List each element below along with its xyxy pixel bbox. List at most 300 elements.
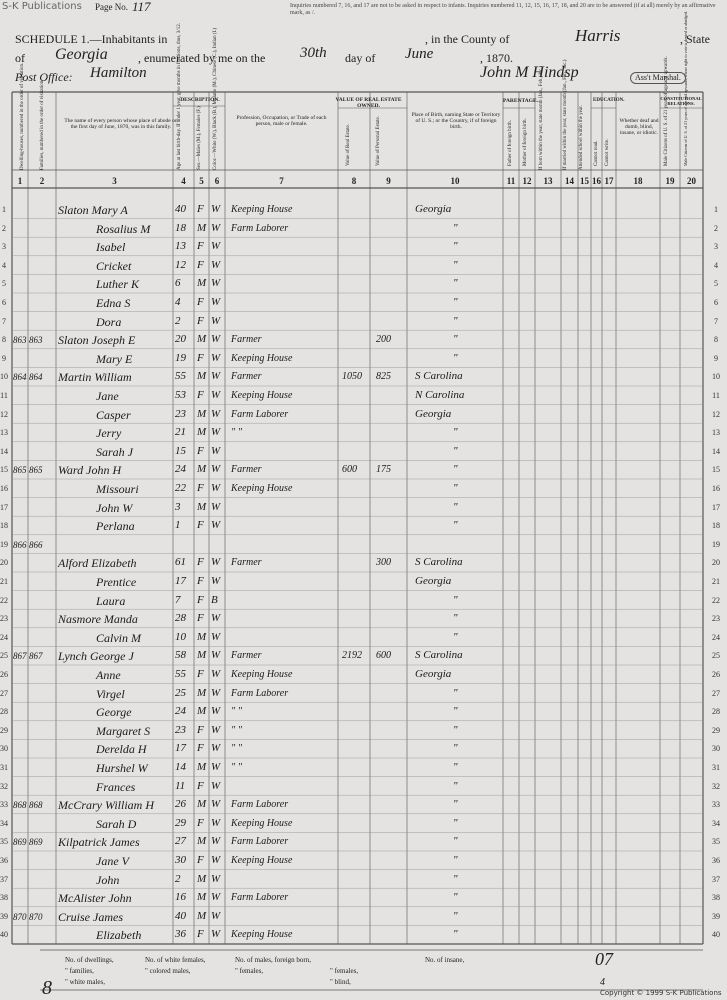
- person-name: John: [96, 872, 120, 887]
- real-estate-value: 1050: [342, 371, 362, 383]
- sex: M: [197, 333, 207, 346]
- age: 55: [175, 668, 186, 680]
- line-number-left: 7: [2, 316, 6, 326]
- header-color: Color.—White (W.), Black (B.), Mulatto (M.), Chinese (C.), Indian (I.): [213, 27, 218, 170]
- copyright-notice: Copyright © 1999 S-K Publications: [600, 989, 722, 997]
- birthplace: S Carolina: [415, 649, 463, 662]
- color: W: [211, 370, 221, 383]
- color: W: [211, 407, 221, 420]
- occupation: " ": [231, 762, 242, 773]
- family-number: 869: [29, 837, 43, 848]
- line-number-right: 16: [712, 484, 720, 493]
- line-number-right: 3: [714, 242, 718, 252]
- line-number-right: 2: [714, 223, 718, 233]
- color: W: [211, 463, 221, 476]
- birthplace: Georgia: [415, 203, 452, 215]
- birthplace: ": [453, 296, 458, 308]
- person-name: McAlister John: [58, 891, 132, 906]
- page-number: 117: [132, 0, 151, 14]
- color: W: [211, 221, 221, 234]
- sex: M: [197, 835, 207, 848]
- column-number: 8: [351, 176, 357, 186]
- header-married-in-year: If married within the year, state month (Jan., Feb., &c.): [563, 59, 568, 170]
- header-name: The name of every person whose place of abode on the first day of June, 1870, was in this family.: [64, 118, 178, 130]
- header-cannot-read: Cannot read.: [594, 140, 599, 166]
- page-number-label: Page No.: [95, 2, 128, 12]
- birthplace: ": [453, 277, 458, 290]
- personal-estate-value: 300: [376, 557, 391, 569]
- age: 17: [175, 742, 186, 755]
- header-male-citizens: Male Citizens of U. S. of 21 years of age and upwards.: [664, 56, 669, 166]
- line-number-left: 5: [2, 279, 6, 289]
- birthplace: ": [453, 686, 458, 699]
- line-number-left: 33: [0, 800, 8, 810]
- column-number: 16: [592, 176, 601, 186]
- sex: F: [197, 779, 204, 792]
- color: W: [211, 333, 221, 346]
- person-name: Virgel: [96, 686, 125, 701]
- color: W: [211, 612, 221, 625]
- birthplace: ": [453, 891, 458, 904]
- column-number: 20: [687, 176, 696, 186]
- state-name: Georgia: [55, 46, 108, 63]
- person-name: McCrary William H: [58, 798, 154, 813]
- footer-white-females: No. of white females,: [145, 956, 206, 964]
- line-number-right: 33: [712, 800, 720, 810]
- age: 17: [175, 575, 186, 587]
- line-number-right: 19: [712, 539, 720, 549]
- person-name: Frances: [96, 779, 136, 794]
- line-number-right: 6: [714, 298, 718, 307]
- birthplace: ": [453, 444, 458, 457]
- line-number-left: 10: [0, 372, 8, 382]
- occupation: Farmer: [231, 334, 262, 346]
- line-number-right: 14: [712, 446, 720, 456]
- sex: M: [197, 891, 207, 904]
- birthplace: N Carolina: [415, 389, 465, 401]
- color: W: [211, 686, 221, 699]
- family-number: 870: [29, 911, 43, 922]
- occupation: Keeping House: [231, 204, 293, 215]
- occupation: " ": [231, 724, 242, 736]
- sex: F: [197, 816, 204, 829]
- header-age: Age at last birth-day. If under 1 year, give months in fractions, thus, 3/12.: [177, 23, 182, 170]
- family-number: 863: [29, 335, 43, 346]
- age: 28: [175, 612, 186, 625]
- line-number-left: 8: [2, 335, 6, 345]
- line-number-right: 18: [712, 521, 720, 531]
- color: W: [211, 816, 221, 829]
- sex: F: [197, 351, 204, 364]
- line-number-right: 35: [712, 837, 720, 847]
- person-name: Nasmore Manda: [58, 612, 138, 627]
- line-number-right: 36: [712, 856, 720, 865]
- person-name: Sarah J: [96, 444, 133, 459]
- line-number-left: 14: [0, 446, 8, 456]
- birthplace: ": [453, 928, 458, 941]
- birthplace: Georgia: [415, 668, 452, 680]
- sex: F: [197, 203, 204, 215]
- age: 18: [175, 221, 186, 234]
- dwelling-number: 867: [13, 651, 27, 662]
- line-number-left: 17: [0, 502, 8, 512]
- color: W: [211, 668, 221, 680]
- line-number-left: 13: [0, 428, 8, 438]
- line-number-right: 26: [712, 670, 720, 679]
- column-number: 2: [39, 176, 45, 186]
- footer-colored-females: " females,: [235, 967, 264, 975]
- column-number: 7: [279, 176, 284, 186]
- age: 30: [175, 854, 186, 866]
- footer-males-foreign: No. of males, foreign born,: [235, 956, 312, 964]
- birthplace: ": [453, 612, 458, 625]
- occupation: Keeping House: [231, 929, 293, 941]
- line-number-left: 34: [0, 818, 8, 828]
- line-number-left: 4: [2, 260, 6, 270]
- color: W: [211, 556, 221, 569]
- line-number-left: 25: [0, 651, 8, 661]
- person-name: Laura: [96, 593, 126, 608]
- personal-estate-value: 825: [376, 371, 391, 383]
- line-number-right: 15: [712, 465, 720, 475]
- occupation: Keeping House: [231, 352, 293, 364]
- age: 24: [175, 705, 186, 718]
- sex: F: [197, 258, 204, 271]
- sex: F: [197, 444, 204, 457]
- footer-page-mark: 8: [42, 977, 52, 999]
- line-number-left: 27: [0, 688, 8, 698]
- age: 29: [175, 816, 186, 829]
- color: W: [211, 798, 221, 811]
- age: 20: [175, 333, 186, 346]
- column-number: 12: [522, 176, 532, 186]
- person-name: Casper: [96, 407, 131, 422]
- occupation: Farmer: [231, 650, 262, 662]
- age: 19: [175, 351, 186, 364]
- person-name: Edna S: [96, 296, 131, 310]
- age: 40: [175, 203, 186, 215]
- footer-families: " families,: [65, 967, 94, 975]
- person-name: Lynch George J: [58, 649, 134, 664]
- occupation: Keeping House: [231, 817, 293, 829]
- birthplace: ": [453, 221, 458, 234]
- sex: F: [197, 612, 204, 625]
- column-number: 19: [665, 176, 675, 186]
- enumeration-day: 30th: [300, 45, 327, 61]
- person-name: Cricket: [96, 258, 132, 273]
- county-label: , in the County of: [425, 32, 510, 46]
- header-family: Families, numbered in the order of visitation.: [40, 79, 45, 170]
- line-number-right: 32: [712, 781, 720, 791]
- color: W: [211, 909, 221, 922]
- family-number: 867: [29, 651, 43, 662]
- birthplace: ": [453, 761, 458, 773]
- header-occupation: Profession, Occupation, or Trade of each person, male or female.: [236, 115, 327, 127]
- sex: M: [197, 500, 207, 513]
- header-personal-estate: Value of Personal Estate.: [376, 116, 381, 166]
- age: 53: [175, 389, 186, 401]
- line-number-right: 10: [712, 372, 720, 382]
- color: B: [211, 593, 218, 606]
- header-constitutional: CONSTITUTIONAL RELATIONS.: [660, 96, 702, 106]
- header-disability: Whether deaf and dumb, blind, insane, or idiotic.: [619, 118, 659, 136]
- occupation: " ": [231, 427, 242, 439]
- header-sex: Sex.—Males (M.), Females (F.): [197, 106, 202, 170]
- line-number-left: 3: [2, 242, 6, 252]
- column-number: 4: [181, 176, 186, 186]
- line-number-right: 13: [712, 428, 720, 438]
- line-number-left: 30: [0, 744, 8, 754]
- sex: M: [197, 426, 207, 439]
- sex: F: [197, 482, 204, 494]
- color: W: [211, 240, 221, 253]
- birthplace: ": [453, 872, 458, 885]
- header-vote-denied: Male Citizens of U. S. of 21 years of age and upwards, whose right to vote is denied or abridged.: [683, 10, 688, 166]
- sex: F: [197, 519, 204, 532]
- line-number-left: 19: [0, 539, 8, 549]
- line-number-right: 20: [712, 558, 720, 568]
- line-number-left: 35: [0, 837, 8, 847]
- birthplace: ": [453, 779, 458, 792]
- age: 15: [175, 444, 186, 457]
- occupation: Farm Laborer: [231, 892, 289, 904]
- age: 23: [175, 723, 186, 736]
- line-number-right: 30: [712, 744, 720, 754]
- occupation: Farm Laborer: [231, 222, 289, 234]
- line-number-left: 16: [0, 484, 8, 493]
- age: 61: [175, 556, 186, 569]
- person-name: Derelda H: [96, 742, 147, 757]
- person-name: John W: [96, 500, 133, 515]
- birthplace: Georgia: [415, 407, 452, 420]
- color: W: [211, 426, 221, 439]
- birthplace: S Carolina: [415, 556, 463, 569]
- occupation: Farmer: [231, 371, 262, 383]
- occupation: Keeping House: [231, 669, 293, 680]
- sex: M: [197, 407, 207, 420]
- sex: M: [197, 705, 207, 718]
- birthplace: ": [453, 854, 458, 866]
- line-number-left: 1: [2, 205, 6, 214]
- occupation: " ": [231, 743, 242, 755]
- age: 22: [175, 482, 186, 494]
- person-name: Margaret S: [96, 723, 151, 738]
- line-number-right: 24: [712, 632, 720, 642]
- birthplace: ": [453, 816, 458, 829]
- color: W: [211, 389, 221, 401]
- age: 2: [175, 872, 181, 885]
- dwelling-number: 865: [13, 465, 27, 476]
- color: W: [211, 482, 221, 494]
- person-name: Elizabeth: [96, 928, 142, 943]
- age: 58: [175, 649, 186, 662]
- line-number-left: 28: [0, 707, 8, 717]
- age: 25: [175, 686, 186, 699]
- line-number-right: 12: [712, 409, 720, 419]
- person-name: Jane: [96, 389, 119, 403]
- line-number-left: 29: [0, 725, 8, 735]
- line-number-left: 21: [0, 577, 8, 586]
- column-number: 15: [580, 176, 589, 186]
- occupation: Farm Laborer: [231, 408, 289, 420]
- person-name: Perlana: [96, 519, 135, 534]
- age: 26: [175, 798, 186, 811]
- occupation: " ": [231, 706, 242, 718]
- line-number-right: 21: [712, 577, 720, 586]
- age: 1: [175, 519, 181, 532]
- color: W: [211, 351, 221, 364]
- line-number-left: 15: [0, 465, 8, 475]
- sex: F: [197, 668, 204, 680]
- age: 36: [175, 928, 186, 941]
- line-number-left: 2: [2, 223, 6, 233]
- sex: M: [197, 370, 207, 383]
- line-number-left: 11: [0, 391, 8, 400]
- line-number-left: 9: [2, 353, 6, 363]
- birthplace: ": [453, 482, 458, 494]
- sex: F: [197, 296, 204, 308]
- county-name: Harris: [575, 26, 621, 45]
- birthplace: Georgia: [415, 575, 452, 587]
- person-name: Dora: [96, 314, 122, 329]
- footer-white-males: " white males,: [65, 978, 105, 986]
- line-number-right: 37: [712, 874, 720, 884]
- color: W: [211, 630, 221, 643]
- sex: F: [197, 723, 204, 736]
- line-number-right: 29: [712, 725, 720, 735]
- age: 11: [175, 779, 186, 792]
- column-number: 1: [17, 176, 23, 186]
- age: 16: [175, 891, 186, 904]
- birthplace: ": [453, 835, 458, 848]
- day-of-label: day of: [345, 51, 376, 65]
- family-number: 866: [29, 539, 43, 550]
- color: W: [211, 779, 221, 792]
- birthplace: ": [453, 593, 458, 606]
- birthplace: ": [453, 426, 458, 439]
- sex: F: [197, 854, 204, 866]
- header-cannot-write: Cannot write.: [605, 138, 610, 166]
- header-birthplace: Place of Birth, naming State or Territory of U. S.; or the Country, if of foreign birth.: [411, 112, 501, 130]
- age: 21: [175, 426, 186, 439]
- line-number-right: 4: [714, 260, 718, 270]
- line-number-right: 38: [712, 893, 720, 903]
- column-number: 11: [506, 176, 516, 186]
- occupation: Farmer: [231, 557, 262, 569]
- column-number: 5: [199, 176, 204, 186]
- line-number-left: 37: [0, 874, 8, 884]
- person-name: Rosalius M: [96, 221, 151, 236]
- age: 27: [175, 835, 186, 848]
- age: 24: [175, 463, 186, 476]
- birthplace: ": [453, 463, 458, 476]
- sex: M: [197, 649, 207, 662]
- dwelling-number: 864: [13, 372, 27, 383]
- birthplace: ": [453, 705, 458, 718]
- line-number-left: 31: [0, 763, 8, 772]
- birthplace: ": [453, 630, 458, 643]
- real-estate-value: 600: [342, 464, 357, 476]
- footer-dwellings: No. of dwellings,: [65, 956, 114, 964]
- sex: F: [197, 389, 204, 401]
- sex: M: [197, 909, 207, 922]
- line-number-left: 38: [0, 893, 8, 903]
- age: 14: [175, 761, 186, 773]
- birthplace: ": [453, 240, 458, 253]
- birthplace: ": [453, 723, 458, 736]
- column-number: 6: [214, 176, 220, 186]
- birthplace: ": [453, 258, 458, 271]
- line-number-right: 7: [714, 316, 718, 326]
- line-number-right: 27: [712, 688, 720, 698]
- person-name: Prentice: [96, 575, 137, 589]
- sex: F: [197, 593, 204, 606]
- footer-females-foreign: " females,: [330, 967, 359, 975]
- person-name: Cruise James: [58, 909, 123, 924]
- person-name: Hurshel W: [96, 761, 148, 775]
- sex: M: [197, 221, 207, 234]
- color: W: [211, 723, 221, 736]
- line-number-right: 11: [712, 391, 720, 400]
- header-dwelling: Dwelling-houses, numbered in the order of visitation.: [20, 62, 25, 170]
- person-name: Mary E: [96, 351, 133, 366]
- person-name: Calvin M: [96, 630, 141, 645]
- occupation: Keeping House: [231, 390, 293, 401]
- footer-blind: " blind,: [330, 978, 351, 986]
- birthplace: ": [453, 333, 458, 346]
- line-number-right: 28: [712, 707, 720, 717]
- column-number: 13: [543, 176, 553, 186]
- line-number-left: 18: [0, 521, 8, 531]
- person-name: Isabel: [96, 240, 126, 255]
- sex: M: [197, 872, 207, 885]
- person-name: Luther K: [96, 277, 140, 292]
- person-name: Slaton Joseph E: [58, 333, 136, 348]
- header-description: DESCRIPTION.: [180, 97, 220, 103]
- color: W: [211, 519, 221, 532]
- enumeration-month: June: [405, 46, 434, 62]
- header-father-foreign: Father of foreign birth.: [508, 120, 513, 166]
- color: W: [211, 872, 221, 885]
- color: W: [211, 258, 221, 271]
- year-label: , 1870.: [480, 51, 513, 65]
- color: W: [211, 835, 221, 848]
- sex: M: [197, 277, 207, 290]
- line-number-left: 39: [0, 911, 8, 921]
- sex: M: [197, 686, 207, 699]
- person-name: Kilpatrick James: [58, 835, 140, 850]
- line-number-right: 9: [714, 353, 718, 363]
- occupation: Farmer: [231, 464, 262, 476]
- person-name: Ward John H: [58, 463, 122, 478]
- color: W: [211, 314, 221, 327]
- sex: F: [197, 556, 204, 569]
- birthplace: ": [453, 742, 458, 755]
- color: W: [211, 444, 221, 457]
- age: 3: [175, 500, 181, 513]
- sex: M: [197, 463, 207, 476]
- color: W: [211, 891, 221, 904]
- sex: M: [197, 761, 207, 773]
- line-number-left: 20: [0, 558, 8, 568]
- header-education: EDUCATION.: [593, 98, 625, 103]
- column-number: 9: [386, 176, 391, 186]
- post-office-name: Hamilton: [90, 65, 147, 81]
- sex: M: [197, 630, 207, 643]
- state-label: , State: [680, 32, 710, 46]
- line-number-left: 36: [0, 856, 8, 865]
- line-number-left: 24: [0, 632, 8, 642]
